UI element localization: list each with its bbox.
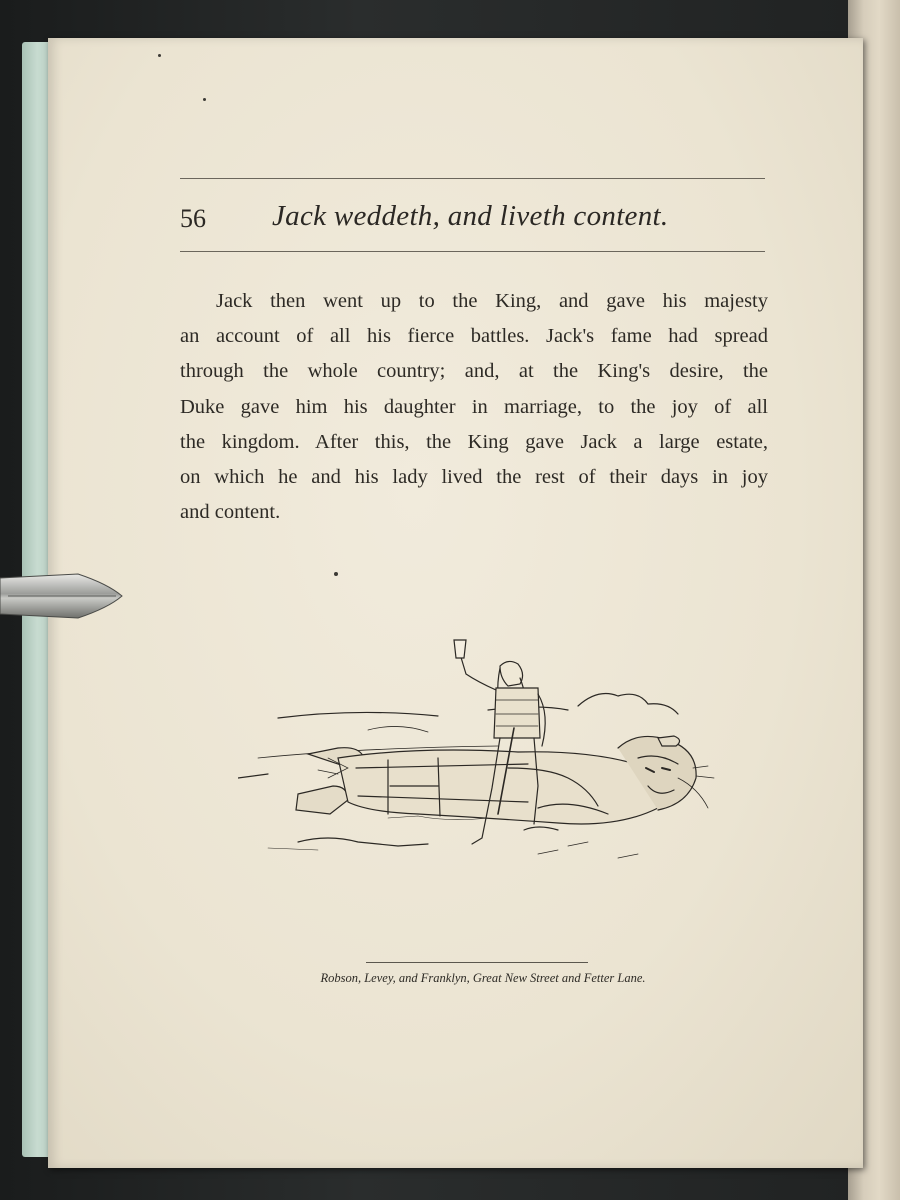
paper-speck	[334, 572, 338, 576]
body-line: on which he and his lady lived the rest of their days in joy	[180, 466, 768, 489]
body-line: and content.	[180, 501, 281, 524]
paper-speck	[158, 54, 161, 57]
body-line: through the whole country; and, at the King's desire, the	[180, 360, 768, 383]
body-line: Duke gave him his daughter in marriage, to the joy of all	[180, 395, 768, 418]
body-line: Jack then went up to the King, and gave his majesty	[216, 290, 768, 312]
header-top-rule	[180, 178, 765, 179]
header-bottom-rule	[180, 251, 765, 252]
body-paragraph	[180, 284, 768, 530]
book-page	[48, 38, 863, 1168]
body-line: an account of all his fierce battles. Jack's fame had spread	[180, 325, 768, 348]
imprint-rule	[366, 962, 588, 963]
paper-speck	[203, 98, 206, 101]
printer-imprint: Robson, Levey, and Franklyn, Great New Street and Fetter Lane.	[320, 971, 646, 985]
engraving-illustration	[238, 618, 718, 878]
page-number: 56	[180, 204, 206, 233]
body-line: the kingdom. After this, the King gave Jack a large estate,	[180, 430, 768, 453]
metal-bookmark	[0, 566, 125, 626]
running-title: Jack weddeth, and liveth content.	[272, 200, 669, 232]
